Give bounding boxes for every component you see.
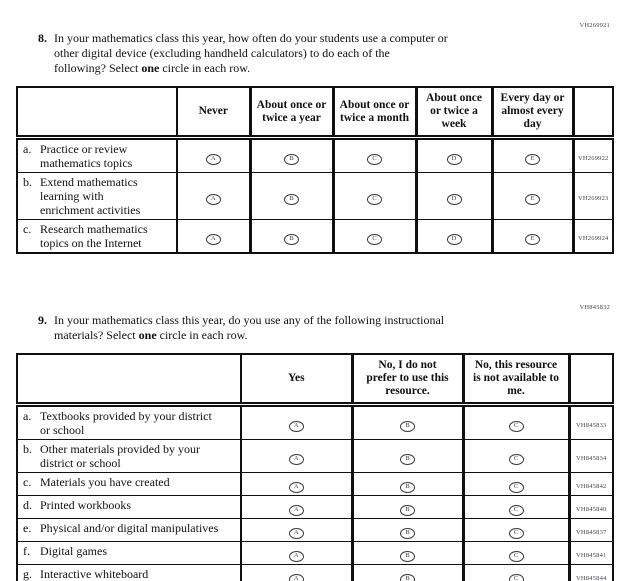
q8-header-once-twice-month: About once or twice a month xyxy=(333,87,416,138)
answer-bubble[interactable]: D xyxy=(447,234,462,245)
answer-bubble[interactable]: B xyxy=(400,574,415,581)
answer-bubble[interactable]: C xyxy=(509,454,524,465)
q9-a-code-cell xyxy=(569,405,613,440)
q9-g-option-cell xyxy=(241,565,352,581)
question-9-line-1: In your mathematics class this year, do you use any of the following instructional xyxy=(54,313,445,327)
row-letter: g. xyxy=(23,567,32,581)
q9-row-d-label-cell xyxy=(17,496,241,519)
q8-a-option-cell xyxy=(416,138,492,173)
q9-row-c xyxy=(17,473,613,496)
answer-bubble[interactable]: C xyxy=(509,528,524,539)
q9-row-f-label-cell xyxy=(17,542,241,565)
row-label: Interactive whiteboard xyxy=(40,567,149,581)
row-label: Research mathematics topics on the Internet xyxy=(40,222,148,250)
answer-bubble[interactable]: C xyxy=(509,482,524,493)
answer-bubble[interactable]: C xyxy=(367,154,382,165)
item-code: VH845833 xyxy=(576,422,607,429)
item-code: VH845841 xyxy=(576,552,607,559)
q8-b-option-cell xyxy=(492,173,573,220)
q8-accession-code: VH269921 xyxy=(579,22,610,29)
answer-bubble[interactable]: A xyxy=(289,574,304,581)
q9-row-g-label-cell xyxy=(17,565,241,581)
row-letter: c. xyxy=(23,222,32,236)
item-code: VH269924 xyxy=(578,235,609,242)
q8-a-option-cell xyxy=(492,138,573,173)
answer-bubble[interactable]: B xyxy=(400,505,415,516)
q9-code-line xyxy=(0,296,628,311)
q8-a-code-cell xyxy=(573,138,613,173)
answer-bubble[interactable]: E xyxy=(525,194,540,205)
q9-header-no-prefer: No, I do not prefer to use this resource. xyxy=(352,354,463,405)
answer-bubble[interactable]: B xyxy=(284,194,299,205)
row-letter: a. xyxy=(23,142,32,156)
q8-header-every-day: Every day or almost every day xyxy=(492,87,573,138)
answer-bubble[interactable]: C xyxy=(509,574,524,581)
q8-a-option-cell xyxy=(250,138,333,173)
question-8-line-2: other digital device (excluding handheld calculators) to do each of the xyxy=(54,46,390,60)
answer-bubble[interactable]: C xyxy=(509,421,524,432)
q8-c-option-cell xyxy=(333,220,416,254)
q9-g-code-cell xyxy=(569,565,613,581)
q9-empty-header-cell xyxy=(17,354,241,405)
q8-b-option-cell xyxy=(416,173,492,220)
answer-bubble[interactable]: C xyxy=(367,234,382,245)
q9-row-e xyxy=(17,519,613,542)
item-code: VH845842 xyxy=(576,483,607,490)
q8-row-b xyxy=(17,173,613,220)
q9-g-option-cell xyxy=(463,565,569,581)
q9-d-option-cell xyxy=(463,496,569,519)
row-letter: d. xyxy=(23,498,32,512)
answer-bubble[interactable]: D xyxy=(447,194,462,205)
q9-row-g xyxy=(17,565,613,581)
q8-c-option-cell xyxy=(177,220,250,254)
q9-header-yes: Yes xyxy=(241,354,352,405)
q9-f-option-cell xyxy=(352,542,463,565)
q8-row-b-label-cell xyxy=(17,173,177,220)
q9-row-c-label-cell xyxy=(17,473,241,496)
q9-b-option-cell xyxy=(352,440,463,473)
answer-bubble[interactable]: B xyxy=(400,421,415,432)
q8-c-option-cell xyxy=(492,220,573,254)
item-code: VH269923 xyxy=(578,195,609,202)
answer-bubble[interactable]: A xyxy=(206,154,221,165)
answer-bubble[interactable]: C xyxy=(509,551,524,562)
q9-c-option-cell xyxy=(463,473,569,496)
q8-header-once-twice-week: About once or twice a week xyxy=(416,87,492,138)
answer-bubble[interactable]: B xyxy=(284,154,299,165)
answer-bubble[interactable]: A xyxy=(289,421,304,432)
question-8-number: 8. xyxy=(38,31,47,45)
q9-row-b xyxy=(17,440,613,473)
q9-g-option-cell xyxy=(352,565,463,581)
q9-b-code-cell xyxy=(569,440,613,473)
question-8-text xyxy=(54,31,448,76)
row-label: Practice or review mathematics topics xyxy=(40,142,133,170)
row-label: Materials you have created xyxy=(40,475,170,489)
row-label: Physical and/or digital manipulatives xyxy=(40,521,219,535)
question-8 xyxy=(38,31,612,76)
q8-c-option-cell xyxy=(250,220,333,254)
answer-bubble[interactable]: B xyxy=(400,482,415,493)
answer-bubble[interactable]: A xyxy=(289,454,304,465)
q9-c-code-cell xyxy=(569,473,613,496)
question-8-line-3: following? Select one circle in each row. xyxy=(54,61,251,75)
q9-row-f xyxy=(17,542,613,565)
q9-c-option-cell xyxy=(352,473,463,496)
item-code: VH269922 xyxy=(578,155,609,162)
q9-a-option-cell xyxy=(352,405,463,440)
question-9-number: 9. xyxy=(38,313,47,327)
q8-b-option-cell xyxy=(177,173,250,220)
q8-b-option-cell xyxy=(250,173,333,220)
q9-a-option-cell xyxy=(241,405,352,440)
answer-bubble[interactable]: A xyxy=(289,528,304,539)
row-letter: e. xyxy=(23,521,32,535)
q8-code-line xyxy=(0,14,628,29)
answer-bubble[interactable]: A xyxy=(206,194,221,205)
q8-b-code-cell xyxy=(573,173,613,220)
question-8-line-1: In your mathematics class this year, how often do your students use a computer or xyxy=(54,31,448,45)
q8-code-column-header xyxy=(573,87,613,138)
answer-bubble[interactable]: C xyxy=(367,194,382,205)
item-code: VH845840 xyxy=(576,506,607,513)
q9-e-option-cell xyxy=(463,519,569,542)
q8-a-option-cell xyxy=(177,138,250,173)
answer-bubble[interactable]: B xyxy=(400,528,415,539)
question-9-text xyxy=(54,313,444,343)
q9-row-a-label-cell xyxy=(17,405,241,440)
q9-row-e-label-cell xyxy=(17,519,241,542)
question-9 xyxy=(38,313,612,343)
answer-bubble[interactable]: A xyxy=(289,551,304,562)
answer-bubble[interactable]: C xyxy=(509,505,524,516)
q9-f-option-cell xyxy=(241,542,352,565)
q8-header-once-twice-year: About once or twice a year xyxy=(250,87,333,138)
q9-f-option-cell xyxy=(463,542,569,565)
q9-d-option-cell xyxy=(352,496,463,519)
q8-empty-header-cell xyxy=(17,87,177,138)
q9-header-row xyxy=(17,354,613,405)
question-9-line-2: materials? Select one circle in each row. xyxy=(54,328,248,342)
q8-b-option-cell xyxy=(333,173,416,220)
q9-f-code-cell xyxy=(569,542,613,565)
q9-header-no-available: No, this resource is not available to me. xyxy=(463,354,569,405)
q8-frequency-table xyxy=(16,86,614,254)
q9-row-a xyxy=(17,405,613,440)
answer-bubble[interactable]: A xyxy=(206,234,221,245)
item-code: VH845834 xyxy=(576,455,607,462)
q9-d-option-cell xyxy=(241,496,352,519)
row-letter: a. xyxy=(23,409,32,423)
q9-b-option-cell xyxy=(241,440,352,473)
row-label: Digital games xyxy=(40,544,107,558)
answer-bubble[interactable]: D xyxy=(447,154,462,165)
row-letter: b. xyxy=(23,175,32,189)
q9-code-column-header xyxy=(569,354,613,405)
q9-b-option-cell xyxy=(463,440,569,473)
q9-accession-code: VH845832 xyxy=(579,304,610,311)
q8-a-option-cell xyxy=(333,138,416,173)
q9-e-option-cell xyxy=(241,519,352,542)
answer-bubble[interactable]: B xyxy=(400,454,415,465)
q9-d-code-cell xyxy=(569,496,613,519)
q9-materials-table xyxy=(16,353,614,581)
q8-row-a xyxy=(17,138,613,173)
row-letter: f. xyxy=(23,544,30,558)
q9-c-option-cell xyxy=(241,473,352,496)
row-label: Textbooks provided by your district or school xyxy=(40,409,212,437)
answer-bubble[interactable]: A xyxy=(289,505,304,516)
q8-c-code-cell xyxy=(573,220,613,254)
q9-e-option-cell xyxy=(352,519,463,542)
row-letter: c. xyxy=(23,475,32,489)
item-code: VH845837 xyxy=(576,529,607,536)
q8-row-c-label-cell xyxy=(17,220,177,254)
row-label: Extend mathematics learning with enrichment activities xyxy=(40,175,141,217)
row-label: Other materials provided by your district or school xyxy=(40,442,200,470)
q8-row-c xyxy=(17,220,613,254)
q8-header-row xyxy=(17,87,613,138)
q8-row-a-label-cell xyxy=(17,138,177,173)
answer-bubble[interactable]: A xyxy=(289,482,304,493)
q9-e-code-cell xyxy=(569,519,613,542)
row-label: Printed workbooks xyxy=(40,498,131,512)
answer-bubble[interactable]: B xyxy=(284,234,299,245)
q8-c-option-cell xyxy=(416,220,492,254)
q9-row-b-label-cell xyxy=(17,440,241,473)
q9-a-option-cell xyxy=(463,405,569,440)
answer-bubble[interactable]: E xyxy=(525,154,540,165)
q8-header-never: Never xyxy=(177,87,250,138)
q9-row-d xyxy=(17,496,613,519)
answer-bubble[interactable]: B xyxy=(400,551,415,562)
item-code: VH845844 xyxy=(576,575,607,581)
answer-bubble[interactable]: E xyxy=(525,234,540,245)
row-letter: b. xyxy=(23,442,32,456)
